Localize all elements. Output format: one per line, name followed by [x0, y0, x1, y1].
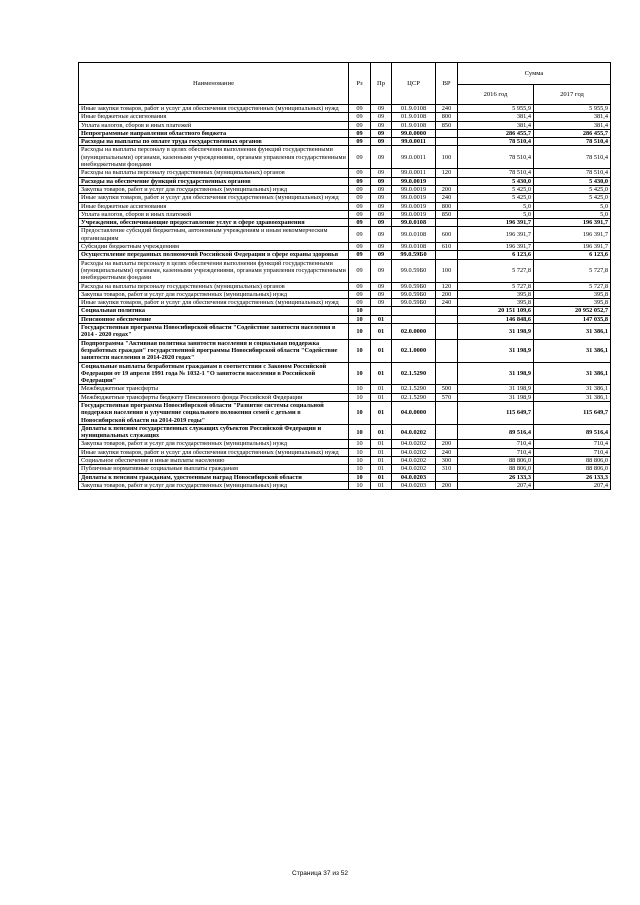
row-name: Публичные нормативные социальные выплаты гражданам [79, 465, 349, 473]
row-vr [436, 307, 458, 315]
row-sum-2017: 196 391,7 [534, 227, 611, 243]
row-rz: 10 [349, 448, 371, 456]
row-rz: 09 [349, 105, 371, 113]
header-pr: Пр [371, 63, 392, 105]
table-row [79, 169, 611, 177]
row-name: Закупка товаров, работ и услуг для государственных (муниципальных) нужд [79, 290, 349, 298]
row-vr: 240 [436, 194, 458, 202]
row-pr: 09 [371, 202, 392, 210]
row-vr: 850 [436, 121, 458, 129]
row-rz: 09 [349, 202, 371, 210]
table-row [79, 315, 611, 323]
header-rz: Рз [349, 63, 371, 105]
budget-table [78, 62, 611, 490]
table-row [79, 243, 611, 251]
row-pr: 09 [371, 194, 392, 202]
row-name: Пенсионное обеспечение [79, 315, 349, 323]
row-sum-2017: 147 035,8 [534, 315, 611, 323]
row-vr [436, 138, 458, 146]
row-vr: 570 [436, 393, 458, 401]
row-rz: 09 [349, 251, 371, 259]
row-pr: 01 [371, 362, 392, 385]
row-rz: 10 [349, 473, 371, 481]
table-row [79, 282, 611, 290]
row-rz: 09 [349, 113, 371, 121]
row-csr: 99.0.0011 [392, 146, 436, 169]
table-row [79, 393, 611, 401]
row-csr: 99.0.0108 [392, 227, 436, 243]
row-pr: 01 [371, 385, 392, 393]
row-rz: 09 [349, 210, 371, 218]
table-row [79, 185, 611, 193]
row-vr [436, 177, 458, 185]
row-vr [436, 219, 458, 227]
row-rz: 09 [349, 146, 371, 169]
row-pr: 09 [371, 177, 392, 185]
table-row [79, 194, 611, 202]
row-vr: 200 [436, 290, 458, 298]
row-rz: 10 [349, 324, 371, 340]
table-row [79, 129, 611, 137]
row-rz: 09 [349, 129, 371, 137]
row-sum-2017: 395,8 [534, 290, 611, 298]
row-pr: 09 [371, 299, 392, 307]
row-name: Социальная политика [79, 307, 349, 315]
row-sum-2017: 31 386,1 [534, 362, 611, 385]
table-row [79, 219, 611, 227]
table-row [79, 251, 611, 259]
table-row [79, 210, 611, 218]
row-sum-2017: 5,0 [534, 202, 611, 210]
row-sum-2017: 115 649,7 [534, 401, 611, 424]
row-csr: 99.0.0108 [392, 219, 436, 227]
row-pr: 09 [371, 227, 392, 243]
row-vr: 240 [436, 105, 458, 113]
row-sum-2016: 286 455,7 [458, 129, 534, 137]
table-row [79, 424, 611, 440]
row-vr: 800 [436, 202, 458, 210]
row-csr [392, 307, 436, 315]
row-vr: 300 [436, 457, 458, 465]
row-pr: 09 [371, 282, 392, 290]
row-csr: 04.0.0203 [392, 473, 436, 481]
row-name: Расходы на обеспечение функций государственных органов [79, 177, 349, 185]
row-rz: 09 [349, 243, 371, 251]
header-name: Наименование [79, 63, 349, 105]
row-pr: 09 [371, 113, 392, 121]
row-name: Иные закупки товаров, работ и услуг для обеспечения государственных (муниципальных) нужд [79, 299, 349, 307]
table-row [79, 113, 611, 121]
row-csr: 99.0.0019 [392, 194, 436, 202]
row-rz: 10 [349, 393, 371, 401]
row-sum-2017: 5 430,0 [534, 177, 611, 185]
row-pr: 01 [371, 481, 392, 489]
header-year-2016: 2016 год [458, 85, 534, 105]
row-pr: 01 [371, 440, 392, 448]
row-sum-2017: 88 806,0 [534, 457, 611, 465]
row-rz: 10 [349, 307, 371, 315]
row-sum-2016: 196 391,7 [458, 227, 534, 243]
row-csr: 02.1.5290 [392, 393, 436, 401]
row-sum-2016: 31 198,9 [458, 339, 534, 362]
row-name: Расходы на выплаты персоналу в целях обеспечения выполнения функций государственными (муниципальными) органами, казенными учреждениями, органами управления государственными внебюджетными фондами [79, 259, 349, 282]
row-vr: 610 [436, 243, 458, 251]
row-rz: 10 [349, 440, 371, 448]
row-pr: 09 [371, 138, 392, 146]
row-sum-2016: 89 516,4 [458, 424, 534, 440]
row-csr: 02.1.5290 [392, 362, 436, 385]
row-vr: 850 [436, 210, 458, 218]
row-sum-2017: 196 391,7 [534, 219, 611, 227]
row-rz: 10 [349, 481, 371, 489]
row-sum-2016: 5 727,8 [458, 259, 534, 282]
row-sum-2016: 5 955,9 [458, 105, 534, 113]
row-rz: 09 [349, 219, 371, 227]
table-row [79, 146, 611, 169]
row-name: Уплата налогов, сборов и иных платежей [79, 210, 349, 218]
row-sum-2016: 381,4 [458, 121, 534, 129]
row-sum-2016: 5 425,0 [458, 185, 534, 193]
row-vr: 100 [436, 259, 458, 282]
row-sum-2017: 286 455,7 [534, 129, 611, 137]
row-csr: 99.0.0019 [392, 210, 436, 218]
row-pr: 09 [371, 185, 392, 193]
row-csr: 99.0.0011 [392, 169, 436, 177]
row-sum-2017: 78 510,4 [534, 146, 611, 169]
row-csr: 04.0.0202 [392, 440, 436, 448]
row-sum-2016: 5,0 [458, 202, 534, 210]
row-sum-2017: 207,4 [534, 481, 611, 489]
row-name: Учреждения, обеспечивающие предоставление услуг в сфере здравоохранения [79, 219, 349, 227]
row-vr: 800 [436, 113, 458, 121]
row-pr: 09 [371, 290, 392, 298]
row-csr: 99.0.0011 [392, 138, 436, 146]
row-sum-2016: 78 510,4 [458, 169, 534, 177]
table-row [79, 362, 611, 385]
row-name: Иные бюджетные ассигнования [79, 202, 349, 210]
row-csr: 99.0.0108 [392, 243, 436, 251]
row-rz: 09 [349, 169, 371, 177]
table-row [79, 324, 611, 340]
row-name: Субсидии бюджетным учреждениям [79, 243, 349, 251]
row-sum-2017: 5 727,8 [534, 282, 611, 290]
row-name: Межбюджетные трансферты [79, 385, 349, 393]
row-pr: 01 [371, 473, 392, 481]
table-row [79, 227, 611, 243]
row-sum-2016: 26 133,3 [458, 473, 534, 481]
row-csr: 02.0.0000 [392, 324, 436, 340]
row-rz: 10 [349, 362, 371, 385]
header-csr: ЦСР [392, 63, 436, 105]
table-row [79, 448, 611, 456]
row-csr: 04.0.0203 [392, 481, 436, 489]
row-rz: 09 [349, 259, 371, 282]
row-sum-2016: 6 123,6 [458, 251, 534, 259]
row-csr: 99.0.59Б0 [392, 299, 436, 307]
row-name: Государственная программа Новосибирской области "Развитие системы социальной поддержки населения и улучшение социального положения семей с детьми в Новосибирской области на 2014-2019 годы" [79, 401, 349, 424]
row-name: Закупка товаров, работ и услуг для государственных (муниципальных) нужд [79, 185, 349, 193]
row-sum-2016: 31 198,9 [458, 385, 534, 393]
row-vr [436, 129, 458, 137]
row-pr [371, 307, 392, 315]
row-pr: 09 [371, 243, 392, 251]
table-row [79, 339, 611, 362]
row-name: Иные закупки товаров, работ и услуг для обеспечения государственных (муниципальных) нужд [79, 448, 349, 456]
row-csr: 02.1.5290 [392, 385, 436, 393]
row-name: Межбюджетные трансферты бюджету Пенсионного фонда Российской Федерации [79, 393, 349, 401]
row-csr: 01.9.0108 [392, 121, 436, 129]
row-vr [436, 339, 458, 362]
row-sum-2017: 5 727,8 [534, 259, 611, 282]
row-sum-2017: 31 386,1 [534, 324, 611, 340]
row-vr: 310 [436, 465, 458, 473]
row-sum-2017: 31 386,1 [534, 385, 611, 393]
row-csr: 99.0.59Б0 [392, 282, 436, 290]
row-sum-2017: 710,4 [534, 440, 611, 448]
row-pr: 01 [371, 315, 392, 323]
row-csr: 99.0.0019 [392, 202, 436, 210]
row-sum-2016: 5 425,0 [458, 194, 534, 202]
row-rz: 09 [349, 138, 371, 146]
row-csr: 99.0.0000 [392, 129, 436, 137]
row-pr: 09 [371, 105, 392, 113]
row-rz: 10 [349, 315, 371, 323]
row-pr: 01 [371, 393, 392, 401]
row-name: Иные бюджетные ассигнования [79, 113, 349, 121]
row-vr [436, 362, 458, 385]
row-vr: 240 [436, 299, 458, 307]
row-vr: 120 [436, 282, 458, 290]
header-sum: Сумма [458, 63, 611, 85]
row-vr [436, 324, 458, 340]
row-pr: 01 [371, 457, 392, 465]
row-csr: 04.0.0202 [392, 465, 436, 473]
row-sum-2016: 31 198,9 [458, 324, 534, 340]
table-row [79, 290, 611, 298]
row-sum-2016: 88 806,0 [458, 465, 534, 473]
row-sum-2016: 196 391,7 [458, 219, 534, 227]
row-sum-2017: 31 386,1 [534, 339, 611, 362]
row-name: Доплаты к пенсиям государственных служащих субъектов Российской Федерации и муниципальных служащих [79, 424, 349, 440]
table-row [79, 259, 611, 282]
row-csr: 99.0.59Б0 [392, 251, 436, 259]
row-sum-2016: 20 151 109,6 [458, 307, 534, 315]
row-sum-2017: 88 806,0 [534, 465, 611, 473]
row-pr: 01 [371, 401, 392, 424]
row-rz: 10 [349, 401, 371, 424]
row-sum-2017: 78 510,4 [534, 169, 611, 177]
row-sum-2016: 381,4 [458, 113, 534, 121]
row-name: Иные закупки товаров, работ и услуг для обеспечения государственных (муниципальных) нужд [79, 194, 349, 202]
table-row [79, 457, 611, 465]
row-sum-2017: 5 425,0 [534, 194, 611, 202]
row-sum-2017: 5 425,0 [534, 185, 611, 193]
row-sum-2017: 381,4 [534, 113, 611, 121]
row-vr: 500 [436, 385, 458, 393]
row-csr: 02.1.0000 [392, 339, 436, 362]
row-sum-2016: 395,8 [458, 299, 534, 307]
row-sum-2016: 196 391,7 [458, 243, 534, 251]
row-name: Расходы на выплаты по оплате труда государственных органов [79, 138, 349, 146]
row-vr: 200 [436, 481, 458, 489]
row-name: Уплата налогов, сборов и иных платежей [79, 121, 349, 129]
row-rz: 09 [349, 194, 371, 202]
row-vr: 240 [436, 448, 458, 456]
row-name: Осуществление переданных полномочий Российской Федерации в сфере охраны здоровья [79, 251, 349, 259]
row-name: Иные закупки товаров, работ и услуг для обеспечения государственных (муниципальных) нужд [79, 105, 349, 113]
row-sum-2016: 78 510,4 [458, 146, 534, 169]
row-sum-2017: 5,0 [534, 210, 611, 218]
row-pr: 01 [371, 448, 392, 456]
row-vr [436, 315, 458, 323]
table-row [79, 202, 611, 210]
row-rz: 09 [349, 282, 371, 290]
row-name: Доплаты к пенсиям гражданам, удостоенным наград Новосибирской области [79, 473, 349, 481]
row-name: Государственная программа Новосибирской области "Содействие занятости населения в 2014 - 2020 годах" [79, 324, 349, 340]
row-pr: 09 [371, 251, 392, 259]
row-rz: 10 [349, 457, 371, 465]
row-csr: 04.0.0202 [392, 424, 436, 440]
row-rz: 10 [349, 424, 371, 440]
table-body [79, 105, 611, 490]
row-sum-2016: 710,4 [458, 440, 534, 448]
row-pr: 01 [371, 339, 392, 362]
row-name: Социальное обеспечение и иные выплаты населению [79, 457, 349, 465]
row-rz: 10 [349, 465, 371, 473]
row-sum-2017: 89 516,4 [534, 424, 611, 440]
row-pr: 01 [371, 324, 392, 340]
row-csr: 99.0.59Б0 [392, 259, 436, 282]
row-rz: 09 [349, 290, 371, 298]
row-csr: 99.0.0019 [392, 185, 436, 193]
table-row [79, 121, 611, 129]
row-rz: 09 [349, 185, 371, 193]
row-sum-2016: 5,0 [458, 210, 534, 218]
table-row [79, 473, 611, 481]
row-csr: 04.0.0202 [392, 457, 436, 465]
row-vr [436, 473, 458, 481]
row-name: Закупка товаров, работ и услуг для государственных (муниципальных) нужд [79, 440, 349, 448]
row-pr: 01 [371, 465, 392, 473]
row-pr: 09 [371, 169, 392, 177]
row-sum-2016: 710,4 [458, 448, 534, 456]
header-vr: ВР [436, 63, 458, 105]
row-name: Расходы на выплаты персоналу государственных (муниципальных) органов [79, 282, 349, 290]
row-rz: 09 [349, 299, 371, 307]
table-row [79, 307, 611, 315]
row-rz: 09 [349, 121, 371, 129]
row-vr [436, 251, 458, 259]
row-sum-2017: 78 510,4 [534, 138, 611, 146]
row-csr: 01.9.0108 [392, 105, 436, 113]
row-vr: 200 [436, 440, 458, 448]
row-sum-2017: 20 952 052,7 [534, 307, 611, 315]
row-csr: 04.0.0202 [392, 448, 436, 456]
row-rz: 10 [349, 339, 371, 362]
row-sum-2017: 395,8 [534, 299, 611, 307]
row-vr [436, 424, 458, 440]
row-sum-2017: 31 386,1 [534, 393, 611, 401]
table-row [79, 385, 611, 393]
table-row [79, 440, 611, 448]
row-pr: 09 [371, 219, 392, 227]
page-footer: Страница 37 из 52 [292, 870, 348, 877]
row-csr: 99.0.0019 [392, 177, 436, 185]
row-name: Социальные выплаты безработным гражданам в соответствии с Законом Российской Федерации от 19 апреля 1991 года № 1032-1 "О занятости населения в Российской Федерации" [79, 362, 349, 385]
table-row [79, 105, 611, 113]
row-pr: 09 [371, 129, 392, 137]
row-name: Расходы на выплаты персоналу государственных (муниципальных) органов [79, 169, 349, 177]
row-pr: 09 [371, 121, 392, 129]
row-csr: 04.0.0000 [392, 401, 436, 424]
row-pr: 09 [371, 210, 392, 218]
row-sum-2016: 5 430,0 [458, 177, 534, 185]
row-vr: 200 [436, 185, 458, 193]
row-vr: 600 [436, 227, 458, 243]
row-vr [436, 401, 458, 424]
row-vr: 120 [436, 169, 458, 177]
row-sum-2016: 395,8 [458, 290, 534, 298]
row-pr: 01 [371, 424, 392, 440]
row-sum-2016: 31 198,9 [458, 362, 534, 385]
table-row [79, 465, 611, 473]
row-pr: 09 [371, 259, 392, 282]
row-csr [392, 315, 436, 323]
row-sum-2016: 31 198,9 [458, 393, 534, 401]
row-sum-2016: 78 510,4 [458, 138, 534, 146]
row-rz: 09 [349, 177, 371, 185]
row-csr: 01.9.0108 [392, 113, 436, 121]
table-row [79, 481, 611, 489]
row-rz: 09 [349, 227, 371, 243]
row-csr: 99.0.59Б0 [392, 290, 436, 298]
row-sum-2017: 196 391,7 [534, 243, 611, 251]
row-name: Подпрограмма "Активная политика занятости населения и социальная поддержка безработных граждан" государственной программы Новосибирской области "Содействие занятости населения в 2014-2020 годах" [79, 339, 349, 362]
row-sum-2016: 88 806,0 [458, 457, 534, 465]
row-name: Расходы на выплаты персоналу в целях обеспечения выполнения функций государственными (муниципальными) органами, казенными учреждениями, органами управления государственными внебюджетными фондами [79, 146, 349, 169]
row-sum-2017: 6 123,6 [534, 251, 611, 259]
row-name: Непрограммные направления областного бюджета [79, 129, 349, 137]
row-vr: 100 [436, 146, 458, 169]
row-rz: 10 [349, 385, 371, 393]
table-row [79, 299, 611, 307]
row-sum-2017: 5 955,9 [534, 105, 611, 113]
row-name: Предоставление субсидий бюджетным, автономным учреждениям и иным некоммерческим организациям [79, 227, 349, 243]
row-sum-2016: 115 649,7 [458, 401, 534, 424]
row-pr: 09 [371, 146, 392, 169]
row-sum-2017: 710,4 [534, 448, 611, 456]
row-name: Закупка товаров, работ и услуг для государственных (муниципальных) нужд [79, 481, 349, 489]
table-row [79, 177, 611, 185]
row-sum-2016: 146 848,6 [458, 315, 534, 323]
row-sum-2017: 381,4 [534, 121, 611, 129]
row-sum-2017: 26 133,3 [534, 473, 611, 481]
table-row [79, 138, 611, 146]
table-row [79, 401, 611, 424]
row-sum-2016: 207,4 [458, 481, 534, 489]
header-year-2017: 2017 год [534, 85, 611, 105]
row-sum-2016: 5 727,8 [458, 282, 534, 290]
